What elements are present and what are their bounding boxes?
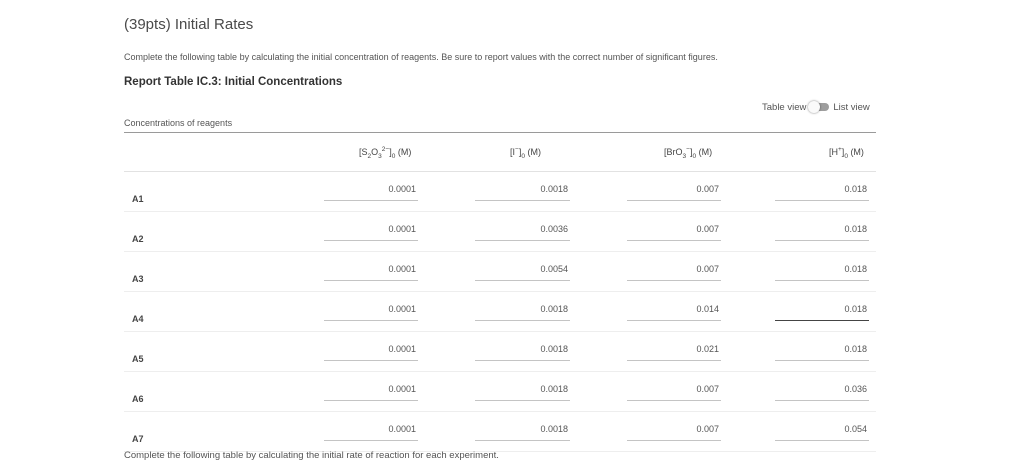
column-header-part: (M) xyxy=(696,147,713,157)
column-header-part: + xyxy=(838,146,842,153)
view-toggle[interactable] xyxy=(762,100,870,114)
column-header-part: [S xyxy=(359,147,368,157)
column-header-part: (M) xyxy=(847,147,864,157)
concentration-input[interactable]: 0.007 xyxy=(627,422,721,441)
concentration-input[interactable]: 0.0018 xyxy=(475,422,570,441)
table-row xyxy=(124,292,876,332)
concentration-input[interactable]: 0.0018 xyxy=(475,342,570,361)
concentration-input[interactable]: 0.007 xyxy=(627,182,721,201)
column-header-part: 0 xyxy=(391,152,396,160)
concentration-input[interactable]: 0.018 xyxy=(775,342,869,361)
table-body xyxy=(124,172,876,452)
column-header-part: 0 xyxy=(521,152,525,160)
concentrations-table xyxy=(124,132,876,452)
column-header-part: ] xyxy=(841,147,845,157)
row-label: A1 xyxy=(132,194,144,204)
table-row xyxy=(124,252,876,292)
concentration-input[interactable]: 0.0001 xyxy=(324,302,418,321)
concentration-input[interactable]: 0.018 xyxy=(775,222,869,241)
concentration-input[interactable]: 0.0001 xyxy=(324,222,418,241)
column-header-part: 0 xyxy=(844,152,848,160)
column-header-part: ] xyxy=(689,147,693,157)
column-header-part: − xyxy=(686,146,690,153)
next-instructions: Complete the following table by calculating the initial rate of reaction for each experiment. xyxy=(124,450,499,461)
concentration-input[interactable]: 0.054 xyxy=(775,422,869,441)
table-row xyxy=(124,172,876,212)
table-row xyxy=(124,212,876,252)
question-instructions: Complete the following table by calculating the initial concentration of reagents. Be sure to report values with the correct number of significant figures. xyxy=(124,52,718,62)
concentration-input[interactable]: 0.0036 xyxy=(475,222,570,241)
column-header-part: [I xyxy=(510,147,516,157)
table-view-label[interactable]: Table view xyxy=(762,101,807,113)
column-header-hydrogen xyxy=(829,146,864,160)
row-label: A5 xyxy=(132,354,144,364)
table-row xyxy=(124,332,876,372)
view-toggle-switch[interactable] xyxy=(809,102,831,112)
column-header-part: − xyxy=(515,146,519,153)
concentration-input[interactable]: 0.0001 xyxy=(324,262,418,281)
question-title: (39pts) Initial Rates xyxy=(124,16,254,33)
column-header-bromate xyxy=(664,146,712,160)
concentration-input[interactable]: 0.018 xyxy=(775,302,869,321)
concentration-input[interactable]: 0.014 xyxy=(627,302,721,321)
concentration-input[interactable]: 0.0018 xyxy=(475,302,570,321)
row-label: A2 xyxy=(132,234,144,244)
concentration-input[interactable]: 0.007 xyxy=(627,222,721,241)
concentration-input[interactable]: 0.0018 xyxy=(475,382,570,401)
concentration-input[interactable]: 0.007 xyxy=(627,262,721,281)
concentration-input[interactable]: 0.0018 xyxy=(475,182,570,201)
toggle-knob[interactable] xyxy=(808,101,820,113)
column-header-part: ] xyxy=(389,147,392,157)
list-view-label[interactable]: List view xyxy=(833,101,870,113)
table-row xyxy=(124,412,876,452)
column-header-part: 0 xyxy=(692,152,697,160)
column-header-iodide xyxy=(510,146,541,160)
concentration-input[interactable]: 0.021 xyxy=(627,342,721,361)
column-header-part: 3 xyxy=(682,152,687,160)
concentration-input[interactable]: 0.007 xyxy=(627,382,721,401)
column-header-part: 3 xyxy=(378,152,382,160)
column-header-part: 2 xyxy=(367,152,372,160)
column-header-thiosulfate xyxy=(359,146,411,160)
concentration-input[interactable]: 0.018 xyxy=(775,262,869,281)
concentration-input[interactable]: 0.0054 xyxy=(475,262,570,281)
table-header-row xyxy=(124,132,876,172)
table-row xyxy=(124,372,876,412)
column-header-part: (M) xyxy=(524,147,541,157)
column-header-part: ] xyxy=(518,147,522,157)
row-label: A7 xyxy=(132,434,144,444)
column-header-part: [BrO xyxy=(664,147,683,157)
column-header-part: (M) xyxy=(395,147,412,157)
table-caption: Concentrations of reagents xyxy=(124,118,233,128)
row-label: A4 xyxy=(132,314,144,324)
concentration-input[interactable]: 0.036 xyxy=(775,382,869,401)
concentration-input[interactable]: 0.0001 xyxy=(324,182,418,201)
concentration-input[interactable]: 0.0001 xyxy=(324,422,418,441)
concentration-input[interactable]: 0.018 xyxy=(775,182,869,201)
row-label: A6 xyxy=(132,394,144,404)
report-table-title: Report Table IC.3: Initial Concentrations xyxy=(124,76,343,88)
column-header-part: 2− xyxy=(381,146,390,153)
column-header-part: O xyxy=(371,147,379,157)
column-header-part: [H xyxy=(829,147,838,157)
concentration-input[interactable]: 0.0001 xyxy=(324,342,418,361)
row-label: A3 xyxy=(132,274,144,284)
concentration-input[interactable]: 0.0001 xyxy=(324,382,418,401)
